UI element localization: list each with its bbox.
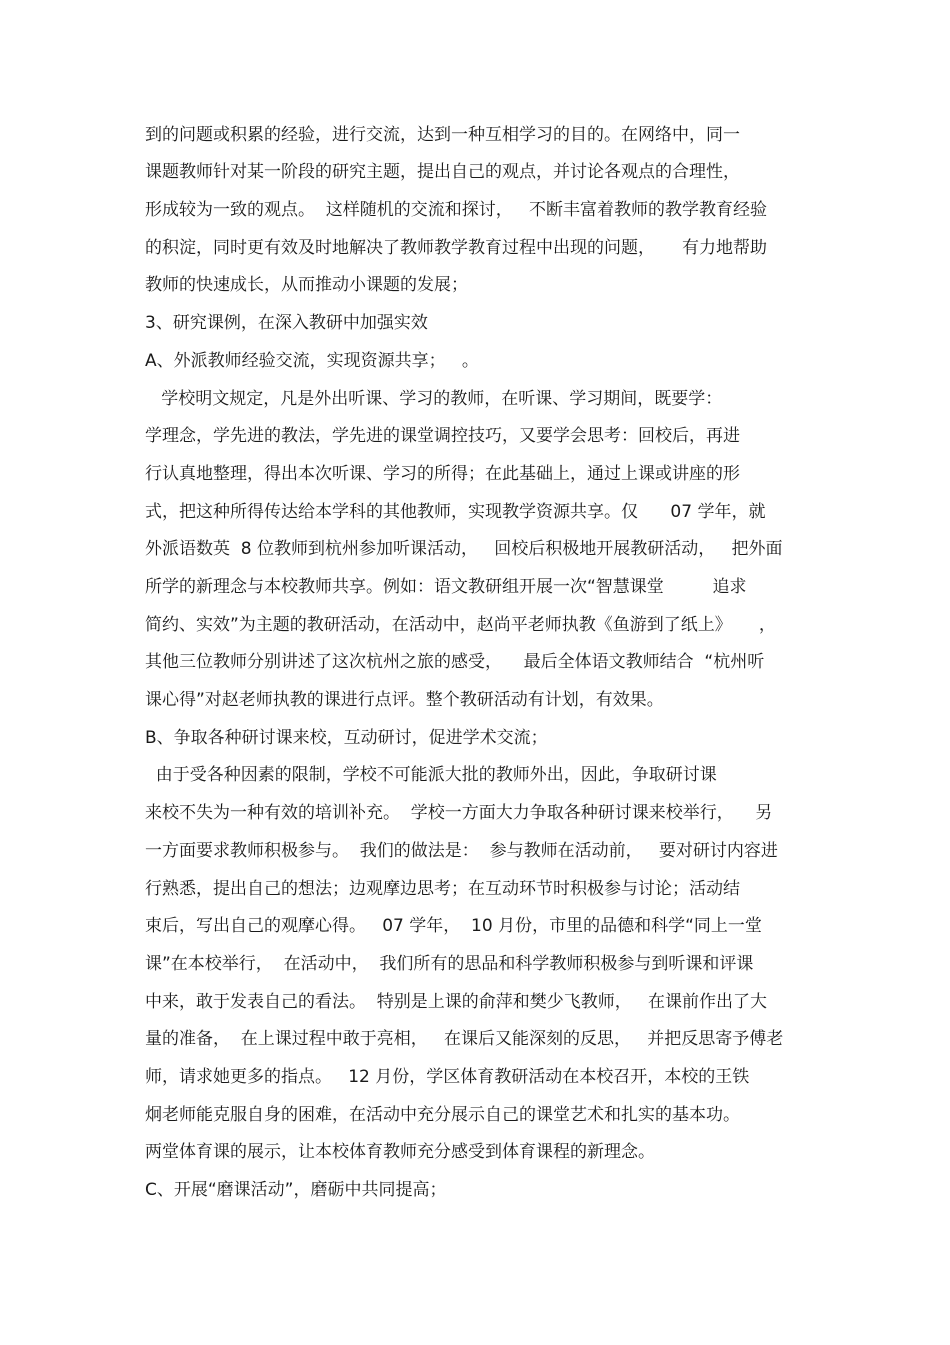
paragraph-line: 行熟悉，提出自己的想法；边观摩边思考；在互动环节时积极参与讨论；活动结 — [145, 879, 740, 899]
paragraph-line: 简约、实效”为主题的教研活动，在活动中，赵尚平老师执教《鱼游到了纸上》 ， — [145, 615, 776, 635]
paragraph-line: 的积淀，同时更有效及时地解决了教师教学教育过程中出现的问题， 有力地帮助 — [145, 238, 768, 258]
paragraph-line: 课心得”对赵老师执教的课进行点评。整个教研活动有计划，有效果。 — [145, 690, 664, 710]
paragraph-line: 由于受各种因素的限制，学校不可能派大批的教师外出，因此，争取研讨课 — [145, 765, 717, 785]
paragraph-line: 式，把这种所得传达给本学科的其他教师，实现教学资源共享。仅 07 学年，就 — [145, 502, 766, 522]
paragraph-line: 炯老师能克服自身的困难，在活动中充分展示自己的课堂艺术和扎实的基本功。 — [145, 1105, 740, 1125]
subsection-heading: B、争取各种研讨课来校，互动研讨，促进学术交流； — [145, 728, 548, 748]
paragraph-line: 量的准备， 在上课过程中敢于亮相， 在课后又能深刻的反思， 并把反思寄予傅老 — [145, 1029, 784, 1049]
paragraph-line: 外派语数英 8 位教师到杭州参加听课活动， 回校后积极地开展教研活动， 把外面 — [145, 539, 783, 559]
paragraph-line: 其他三位教师分别讲述了这次杭州之旅的感受， 最后全体语文教师结合 “杭州听 — [145, 652, 765, 672]
paragraph-line: 中来，敢于发表自己的看法。 特别是上课的俞萍和樊少飞教师， 在课前作出了大 — [145, 992, 768, 1012]
paragraph-line: 一方面要求教师积极参与。 我们的做法是： 参与教师在活动前， 要对研讨内容进 — [145, 841, 778, 861]
paragraph-line: 学理念，学先进的教法，学先进的课堂调控技巧，又要学会思考：回校后，再进 — [145, 426, 740, 446]
subsection-heading: A、外派教师经验交流，实现资源共享； 。 — [145, 351, 479, 371]
paragraph-line: 课题教师针对某一阶段的研究主题，提出自己的观点，并讨论各观点的合理性， — [145, 162, 740, 182]
paragraph-line: 束后，写出自己的观摩心得。 07 学年， 10 月份，市里的品德和科学“同上一堂 — [145, 916, 762, 936]
paragraph-line: 两堂体育课的展示，让本校体育教师充分感受到体育课程的新理念。 — [145, 1142, 655, 1162]
paragraph-line: 学校明文规定，凡是外出听课、学习的教师，在听课、学习期间，既要学： — [145, 389, 723, 409]
section-heading: 3、研究课例，在深入教研中加强实效 — [145, 313, 428, 333]
paragraph-line: 课”在本校举行， 在活动中， 我们所有的思品和科学教师积极参与到听课和评课 — [145, 954, 754, 974]
paragraph-line: 来校不失为一种有效的培训补充。 学校一方面大力争取各种研讨课来校举行， 另 — [145, 803, 773, 823]
paragraph-line: 所学的新理念与本校教师共享。例如：语文教研组开展一次“智慧课堂 追求 — [145, 577, 747, 597]
paragraph-line: 师，请求她更多的指点。 12 月份，学区体育教研活动在本校召开，本校的王铁 — [145, 1067, 750, 1087]
paragraph-line: 行认真地整理，得出本次听课、学习的所得；在此基础上，通过上课或讲座的形 — [145, 464, 740, 484]
paragraph-line: 形成较为一致的观点。 这样随机的交流和探讨， 不断丰富着教师的教学教育经验 — [145, 200, 768, 220]
subsection-heading: C、开展“磨课活动”，磨砺中共同提高； — [145, 1180, 447, 1200]
paragraph-line: 教师的快速成长，从而推动小课题的发展； — [145, 275, 468, 295]
paragraph-line: 到的问题或积累的经验，进行交流，达到一种互相学习的目的。在网络中，同一 — [145, 125, 740, 145]
